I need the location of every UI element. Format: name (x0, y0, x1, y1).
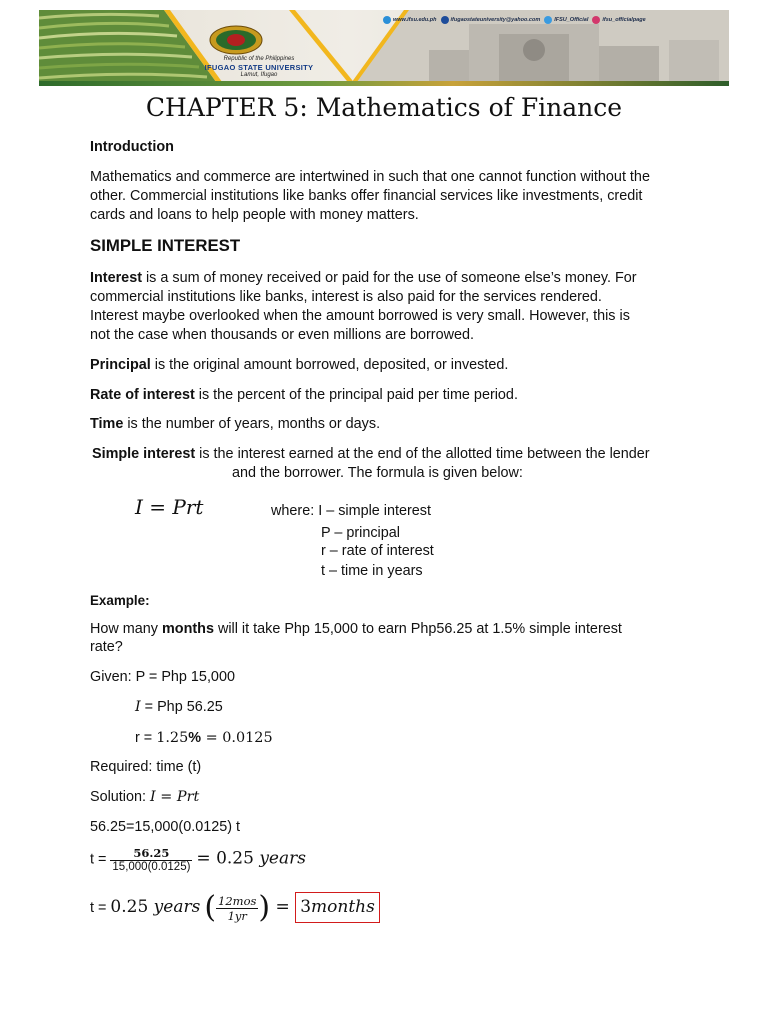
university-seal-icon (209, 25, 263, 55)
university-name: IFUGAO STATE UNIVERSITY (204, 63, 314, 72)
intro-line-2: other. Commercial institutions like banks offer financial services like investments, credit (90, 188, 643, 204)
contact-email-text: ifugaostateuniversity@yahoo.com (450, 17, 541, 23)
intro-line-1: Mathematics and commerce are intertwined in such that one cannot function without the (90, 169, 650, 185)
result-value: = 0.25 (196, 848, 260, 869)
left-paren: ( (204, 890, 217, 926)
given-interest-value: = Php 56.25 (140, 699, 223, 715)
interest-definition-text: is a sum of money received or paid for the use of someone else’s money. For (141, 270, 637, 286)
example-question-line-2: rate? (90, 639, 123, 655)
interest-definition-line-4: not the case when thousands or even millions are borrowed. (90, 327, 474, 343)
interest-term: Interest (90, 270, 142, 286)
principal-definition-text: is the original amount borrowed, deposited, or invested. (150, 357, 509, 373)
result-unit: years (259, 848, 306, 869)
time-definition (90, 415, 380, 434)
globe-icon (383, 16, 391, 24)
university-location: Lamut, Ifugao (240, 72, 278, 78)
example-heading: Example: (90, 593, 150, 608)
fraction-numerator: 56.25 (110, 846, 192, 861)
chapter-title: CHAPTER 5: Mathematics of Finance (145, 93, 623, 122)
interest-definition-line-2: commercial institutions like banks, interest is also paid for the services rendered. (90, 289, 602, 305)
fraction-denominator: 15,000(0.0125) (112, 861, 191, 873)
right-paren: ) (258, 890, 271, 926)
given-rate-percent-sign: % (188, 730, 202, 746)
facebook-icon (441, 16, 449, 24)
contact-website-text: www.ifsu.edu.ph (393, 17, 437, 23)
simple-interest-definition-text: is the interest earned at the end of the allotted time between the lender (195, 446, 650, 462)
time-definition-text: is the number of years, months or days. (123, 416, 381, 432)
contact-bar (383, 15, 646, 25)
t2-value: 0.25 (110, 897, 154, 917)
conversion-numerator: 12mos (218, 893, 257, 908)
formula-where-1: where: I – simple interest (271, 503, 431, 519)
contact-instagram-text: ifsu_officialpage (602, 17, 646, 23)
rate-definition-text: is the percent of the principal paid per time period. (194, 387, 518, 403)
interest-definition-line-3: Interest maybe overlooked when the amount borrowed is very small. However, this is (90, 308, 630, 324)
formula-where-4: t – time in years (321, 563, 423, 579)
solution-label: Solution: (90, 789, 151, 805)
given-rate-decimal: = 0.0125 (201, 730, 273, 746)
solution-step-3 (90, 890, 380, 926)
given-interest (135, 698, 223, 717)
instagram-icon (592, 16, 600, 24)
principal-definition (90, 356, 508, 375)
given-rate-percent-value: 1.25 (156, 730, 189, 746)
contact-instagram[interactable] (592, 16, 645, 24)
intro-line-3: cards and loans to help people with money matters. (90, 207, 419, 223)
contact-twitter[interactable] (544, 16, 588, 24)
contact-email[interactable] (441, 16, 541, 24)
given-interest-var: I (135, 699, 141, 715)
answer-unit: months (311, 897, 375, 917)
solution-line (90, 788, 199, 807)
twitter-icon (544, 16, 552, 24)
question-months: months (161, 621, 214, 637)
time-term: Time (90, 416, 124, 432)
simple-interest-term: Simple interest (92, 446, 196, 462)
equals-sign: = (270, 897, 296, 917)
republic-label: Republic of the Philippines (223, 56, 295, 62)
simple-interest-formula: I = Prt (135, 495, 204, 519)
fraction-time (110, 846, 192, 873)
t2-unit: years (153, 897, 201, 917)
question-text-b: will it take Php 15,000 to earn Php56.25 at 1.5% simple interest (213, 621, 622, 637)
rate-term: Rate of interest (90, 387, 195, 403)
banner-stripe (39, 81, 729, 86)
answer-number: 3 (300, 897, 312, 917)
contact-twitter-text: IFSU_Official (554, 17, 589, 23)
university-header-banner (39, 10, 729, 86)
formula-where-2: P – principal (321, 525, 400, 541)
simple-interest-definition-line-2: and the borrower. The formula is given below: (232, 465, 523, 481)
given-rate-label: r = (135, 730, 157, 746)
t-label: t = (90, 851, 111, 868)
required-line: Required: time (t) (90, 759, 202, 775)
t2-label: t = (90, 900, 111, 916)
conversion-denominator: 1yr (227, 908, 247, 923)
example-question-line-1 (90, 620, 622, 639)
introduction-heading: Introduction (90, 139, 174, 155)
section-heading: SIMPLE INTEREST (90, 236, 241, 255)
given-principal: Given: P = Php 15,000 (90, 669, 235, 685)
interest-definition-line-1 (90, 269, 637, 288)
question-text-a: How many (90, 621, 162, 637)
final-answer-box (295, 892, 380, 923)
principal-term: Principal (90, 357, 151, 373)
solution-formula: I = Prt (150, 789, 200, 805)
solution-step-2 (90, 846, 306, 873)
solution-step-1: 56.25=15,000(0.0125) t (90, 819, 241, 835)
simple-interest-definition-line-1 (92, 445, 650, 464)
rate-definition (90, 386, 518, 405)
given-rate (135, 729, 273, 748)
formula-where-3: r – rate of interest (321, 543, 434, 559)
contact-website[interactable] (383, 16, 437, 24)
fraction-conversion (216, 894, 258, 923)
